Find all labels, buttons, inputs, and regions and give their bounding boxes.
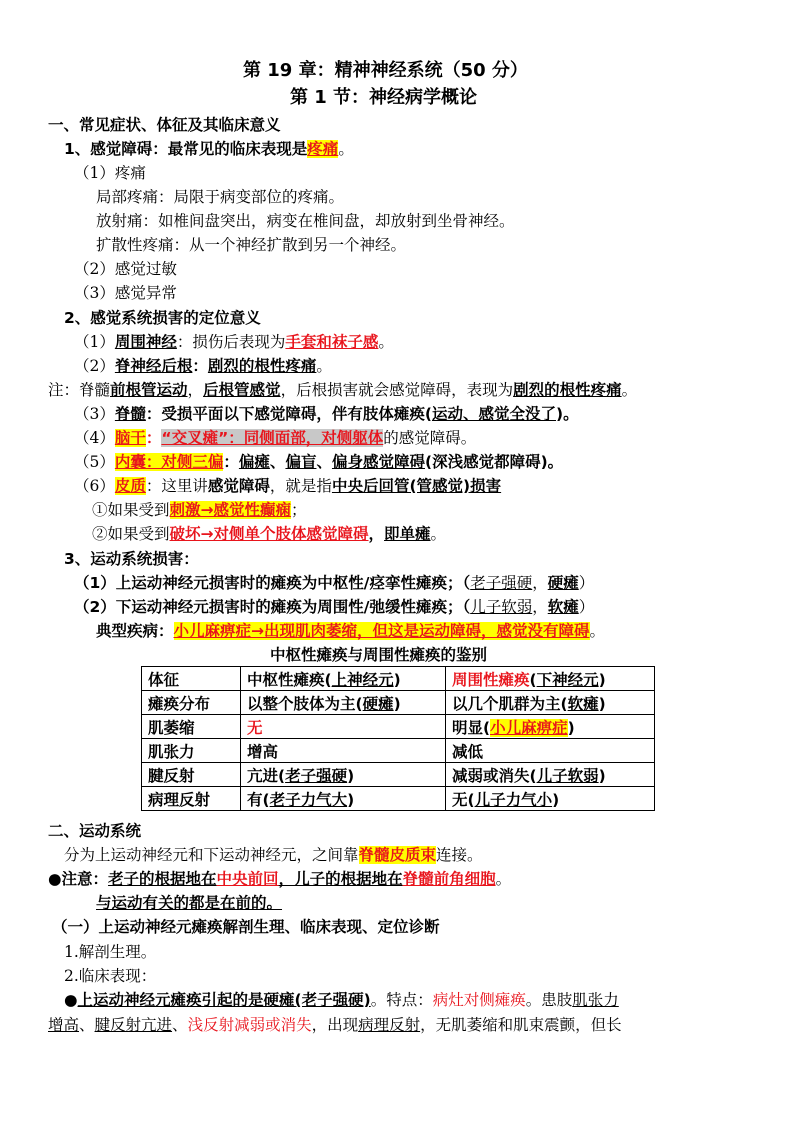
table-cell-feature: 瘫痪分布	[142, 691, 241, 715]
peripheral-c3d: )	[598, 670, 606, 689]
umn-text2: 。患肢	[525, 991, 573, 1009]
note2-text1: 老子的根据地在	[108, 870, 217, 888]
loc5-end: (深浅感觉都障碍)。	[424, 453, 564, 471]
table-cell-central	[241, 667, 446, 691]
note-key: 剧烈的根性疼痛	[513, 381, 622, 399]
central-c2a: 以整个肢体为主(	[247, 694, 363, 713]
motor1-text: （1）上运动神经元损害时的瘫痪为中枢性/痉挛性瘫痪；（	[74, 574, 471, 592]
table-cell-peripheral	[446, 763, 655, 787]
loc6-num: （6）	[74, 477, 115, 495]
table-cell-feature: 肌萎缩	[142, 715, 241, 739]
umn-increased: 增高	[48, 1016, 80, 1034]
table-row	[142, 739, 655, 763]
loc1-num: （1）	[74, 333, 115, 351]
peripheral-c3c: 下神经元	[536, 670, 599, 689]
part2-heading: 二、运动系统	[48, 822, 142, 840]
loc5-sep1: 、	[269, 453, 286, 471]
table-cell-feature: 肌张力	[142, 739, 241, 763]
motor2-key: 软瘫	[547, 598, 579, 616]
table-row	[142, 763, 655, 787]
umn-text3: ，出现	[311, 1016, 359, 1034]
item3-heading: 3、运动系统损害：	[64, 550, 199, 568]
p1-end: 连接。	[436, 846, 483, 864]
peripheral-c3c: 小儿麻痹症	[490, 718, 568, 737]
loc3-term: 脊髓	[114, 405, 146, 423]
peripheral-c3c: 软瘫	[567, 694, 599, 713]
loc5-term: 内囊：对侧三偏	[114, 453, 224, 471]
loc5-line	[74, 451, 563, 473]
central-c2a: 有(	[247, 790, 270, 809]
table-cell-feature: 体征	[142, 667, 241, 691]
peripheral-c3a: 周围性瘫痪	[452, 670, 530, 689]
item1-line	[64, 138, 354, 160]
loc4-colon: ：	[145, 429, 162, 447]
motor1-end: ）	[578, 574, 595, 592]
part2-sub1: （一）上运动神经元瘫痪解剖生理、临床表现、定位诊断	[52, 918, 440, 936]
umn-bullet: ●	[64, 991, 78, 1009]
note2-precentral: 中央前回	[216, 870, 279, 888]
section-title: 第 1 节：神经病学概论	[290, 87, 478, 108]
table-cell-peripheral	[446, 715, 655, 739]
loc5-hemisensory: 偏身感觉障碍	[331, 453, 425, 471]
pain-2: （2）感觉过敏	[74, 260, 177, 278]
peripheral-c3d: )	[552, 790, 560, 809]
table-caption: 中枢性瘫痪与周围性瘫痪的鉴别	[270, 646, 488, 664]
pain-1: （1）疼痛	[74, 164, 146, 182]
table-row	[142, 667, 655, 691]
loc4-line	[74, 427, 476, 449]
peripheral-c3c: 儿子软弱	[536, 766, 599, 785]
loc5-num: （5）	[74, 453, 115, 471]
loc5-hemiplegia: 偏瘫	[238, 453, 270, 471]
pain-3: （3）感觉异常	[74, 284, 177, 302]
case2-text: ②如果受到	[92, 525, 170, 543]
peripheral-c3d: )	[567, 718, 575, 737]
central-c2c: )	[347, 766, 355, 785]
table-cell-peripheral	[446, 739, 655, 763]
note-front-root: 前根管运动	[110, 381, 188, 399]
loc2-term: 脊神经后根	[114, 357, 193, 375]
loc3-key: 运动、感觉全没了	[431, 405, 556, 423]
case1-text: ①如果受到	[92, 501, 170, 519]
peripheral-c3d: )	[598, 694, 606, 713]
case2-comma: ，	[368, 525, 385, 543]
central-c2b: 硬瘫	[362, 694, 394, 713]
item1-pain: 疼痛	[307, 140, 339, 158]
loc6-text1: ：这里讲	[145, 477, 208, 495]
motor1-mnemonic: 老子强硬	[470, 574, 533, 592]
part2-s1: 1.解剖生理。	[64, 943, 157, 961]
note-back-root: 后根管感觉	[203, 381, 281, 399]
note-text: ，后根损害就会感觉障碍，表现为	[280, 381, 514, 399]
loc1-key: 手套和袜子感	[285, 333, 379, 351]
table-cell-central	[241, 691, 446, 715]
umn-sep1: 、	[79, 1016, 95, 1034]
part1-heading: 一、常见症状、体征及其临床意义	[48, 116, 281, 134]
loc3-text: ：受损平面以下感觉障碍，伴有肢体瘫痪(	[145, 405, 432, 423]
central-c2b: 老子力气大	[269, 790, 348, 809]
table-cell-feature: 病理反射	[142, 787, 241, 811]
cortex-case1	[92, 499, 307, 521]
case1-end: ；	[291, 501, 307, 519]
peripheral-c3b: (	[529, 670, 537, 689]
case2-monoplegia: 即单瘫	[384, 525, 431, 543]
umn-line2	[48, 1014, 622, 1036]
loc1-end: 。	[378, 333, 394, 351]
pain-radiating: 放射痛：如椎间盘突出，病变在椎间盘，却放射到坐骨神经。	[96, 212, 515, 230]
motor1-comma: ，	[532, 574, 548, 592]
loc3-num: （3）	[74, 405, 115, 423]
table-row	[142, 691, 655, 715]
umn-key: 上运动神经元瘫痪引起的是硬瘫(老子强硬)	[77, 991, 371, 1009]
umn-line1	[64, 989, 619, 1011]
pain-local: 局部疼痛：局限于病变部位的疼痛。	[96, 188, 345, 206]
table-cell-central	[241, 763, 446, 787]
central-c2a: 中枢性瘫痪(	[247, 670, 332, 689]
item1-text: 1、感觉障碍：最常见的临床表现是	[64, 140, 308, 158]
case2-key: 破坏→对侧单个肢体感觉障碍	[169, 525, 369, 543]
typical-label: 典型疾病：	[96, 622, 174, 640]
peripheral-c3a: 明显(	[452, 718, 491, 737]
item2-heading: 2、感觉系统损害的定位意义	[64, 309, 261, 327]
part2-note2: 与运动有关的都是在前的。	[96, 894, 283, 912]
central-c2c: )	[393, 694, 401, 713]
umn-tone: 肌张力	[572, 991, 619, 1009]
p1-key: 脊髓皮质束	[358, 846, 437, 864]
loc2-colon: ：	[192, 357, 208, 375]
peripheral-c3a: 减低	[452, 742, 484, 761]
loc1-line	[74, 331, 394, 353]
loc2-key: 剧烈的根性疼痛	[207, 357, 317, 375]
note-prefix: 注：脊髓	[48, 381, 111, 399]
motor2-end: ）	[578, 598, 595, 616]
motor1-key: 硬瘫	[547, 574, 579, 592]
loc5-sep2: 、	[316, 453, 332, 471]
table-cell-peripheral	[446, 691, 655, 715]
loc4-term: 脑干	[114, 429, 146, 447]
table-cell-central	[241, 715, 446, 739]
part2-p1	[64, 844, 483, 866]
loc4-num: （4）	[74, 429, 115, 447]
loc6-term: 皮质	[114, 477, 146, 495]
loc1-text: ：损伤后表现为	[176, 333, 286, 351]
central-c2c: )	[393, 670, 401, 689]
central-c2a: 无	[247, 718, 263, 737]
table-cell-feature: 腱反射	[142, 763, 241, 787]
typical-end: 。	[589, 622, 606, 640]
note-line	[48, 379, 637, 401]
loc5-hemianopia: 偏盲	[285, 453, 317, 471]
umn-sep2: 、	[172, 1016, 188, 1034]
table-cell-central	[241, 739, 446, 763]
table-cell-peripheral	[446, 787, 655, 811]
pain-spreading: 扩散性疼痛：从一个神经扩散到另一个神经。	[96, 236, 407, 254]
loc6-key: 中央后回管(管感觉)损害	[331, 477, 502, 495]
loc5-colon: ：	[223, 453, 239, 471]
loc2-end: 。	[316, 357, 332, 375]
peripheral-c3a: 无(	[452, 790, 475, 809]
motor1-line	[74, 572, 594, 594]
loc4-end: 的感觉障碍。	[383, 429, 477, 447]
peripheral-c3a: 以几个肌群为主(	[452, 694, 568, 713]
central-c2b: 上神经元	[331, 670, 394, 689]
table-cell-peripheral	[446, 667, 655, 691]
central-c2a: 增高	[247, 742, 279, 761]
p1-text: 分为上运动神经元和下运动神经元，之间靠	[64, 846, 359, 864]
central-c2a: 亢进(	[247, 766, 286, 785]
table-row	[142, 715, 655, 739]
case1-key: 刺激→感觉性癫痫	[169, 501, 292, 519]
cortex-case2	[92, 523, 446, 545]
loc4-key: “交叉瘫”：同侧面部，对侧躯体	[161, 429, 384, 447]
central-c2c: )	[347, 790, 355, 809]
motor2-mnemonic: 儿子软弱	[470, 598, 533, 616]
loc6-sensory: 感觉障碍	[207, 477, 270, 495]
loc1-term: 周围神经	[114, 333, 177, 351]
note-comma: ，	[187, 381, 204, 399]
chapter-title: 第 19 章：精神神经系统（50 分）	[243, 60, 528, 81]
item1-end: 。	[338, 140, 354, 158]
loc3-line	[74, 403, 579, 425]
note2-label: ●注意：	[48, 870, 109, 888]
part2-s2: 2.临床表现：	[64, 967, 157, 985]
motor2-line	[74, 596, 594, 618]
note2-text2: ，儿子的根据地在	[278, 870, 403, 888]
motor2-comma: ，	[532, 598, 548, 616]
table-cell-central	[241, 787, 446, 811]
umn-contralateral: 病灶对侧瘫痪	[432, 991, 526, 1009]
loc6-text2: ，就是指	[269, 477, 332, 495]
peripheral-c3c: 儿子力气小	[474, 790, 553, 809]
note2-end: 。	[495, 870, 512, 888]
motor2-text: （2）下运动神经元损害时的瘫痪为周围性/弛缓性瘫痪；（	[74, 598, 471, 616]
umn-superficial: 浅反射减弱或消失	[187, 1016, 312, 1034]
table-row	[142, 787, 655, 811]
umn-pathological: 病理反射	[358, 1016, 421, 1034]
loc2-line	[74, 355, 332, 377]
central-c2b: 老子强硬	[285, 766, 348, 785]
typical-line	[96, 620, 605, 642]
loc6-line	[74, 475, 501, 497]
typical-key: 小儿麻痹症→出现肌肉萎缩，但这是运动障碍，感觉没有障碍	[173, 622, 590, 640]
part2-note	[48, 868, 511, 890]
case2-end: 。	[430, 525, 447, 543]
loc3-end: )。	[556, 405, 579, 423]
loc2-num: （2）	[74, 357, 115, 375]
umn-text4: ，无肌萎缩和肌束震颤，但长	[420, 1016, 622, 1034]
peripheral-c3a: 减弱或消失(	[452, 766, 537, 785]
note-end: 。	[621, 381, 638, 399]
peripheral-c3d: )	[598, 766, 606, 785]
note2-anterior-horn: 脊髓前角细胞	[402, 870, 496, 888]
umn-text1: 。特点：	[370, 991, 433, 1009]
umn-hyperreflexia: 腱反射亢进	[94, 1016, 173, 1034]
comparison-table	[141, 666, 655, 811]
